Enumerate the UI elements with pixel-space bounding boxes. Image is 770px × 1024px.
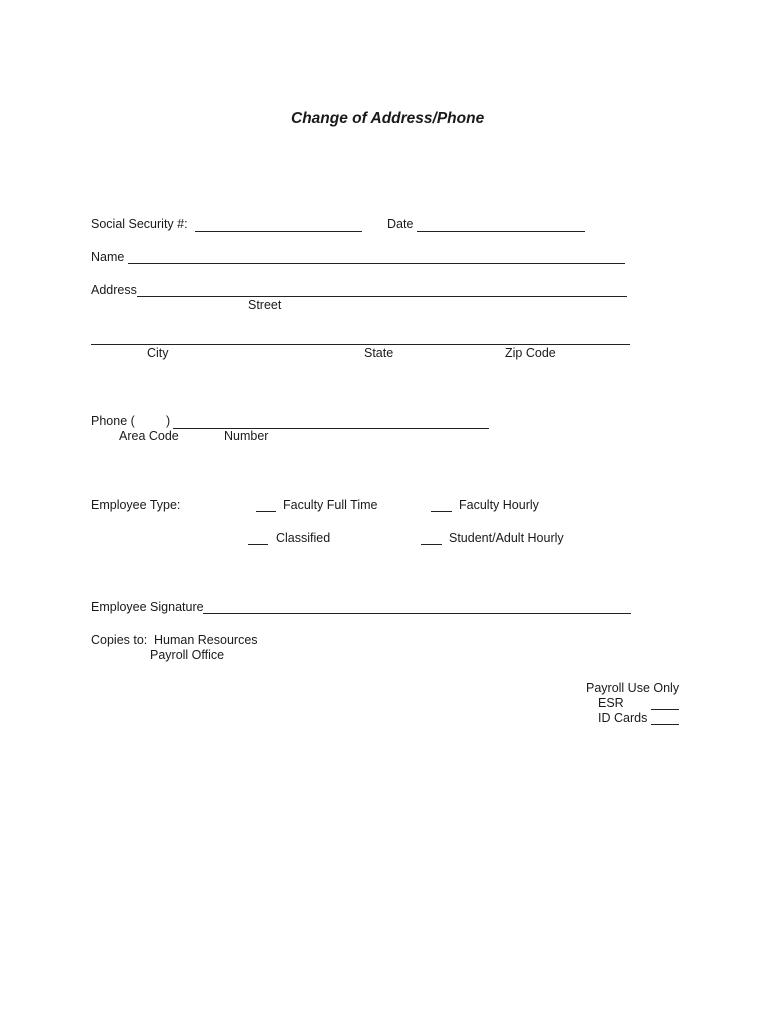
address-street-field[interactable] [137, 296, 627, 297]
id-cards-field[interactable] [651, 724, 679, 725]
ssn-label: Social Security #: [91, 217, 188, 231]
employee-signature-field[interactable] [203, 613, 631, 614]
faculty-hourly-checkbox[interactable] [431, 511, 452, 512]
employee-signature-label: Employee Signature [91, 600, 204, 614]
faculty-hourly-label: Faculty Hourly [459, 498, 539, 512]
esr-field[interactable] [651, 709, 679, 710]
student-adult-hourly-label: Student/Adult Hourly [449, 531, 564, 545]
address-city-state-zip-field[interactable] [91, 344, 630, 345]
esr-label: ESR [598, 696, 624, 710]
number-caption: Number [224, 429, 269, 443]
date-field[interactable] [417, 231, 585, 232]
address-label: Address [91, 283, 137, 297]
page-title: Change of Address/Phone [291, 110, 485, 127]
street-caption: Street [248, 298, 282, 312]
classified-label: Classified [276, 531, 331, 545]
faculty-full-time-checkbox[interactable] [256, 511, 276, 512]
name-field[interactable] [128, 263, 625, 264]
ssn-field[interactable] [195, 231, 362, 232]
copies-to-human-resources: Human Resources [154, 633, 258, 647]
zip-code-caption: Zip Code [505, 346, 556, 360]
date-label: Date [387, 217, 414, 231]
student-adult-hourly-checkbox[interactable] [421, 544, 442, 545]
id-cards-label: ID Cards [598, 711, 648, 725]
copies-to-label: Copies to: [91, 633, 148, 647]
phone-number-field[interactable] [173, 428, 489, 429]
city-caption: City [147, 346, 169, 360]
employee-type-label: Employee Type: [91, 498, 181, 512]
name-label: Name [91, 250, 125, 264]
classified-checkbox[interactable] [248, 544, 268, 545]
phone-label: Phone ( [91, 414, 135, 428]
state-caption: State [364, 346, 394, 360]
area-code-caption: Area Code [119, 429, 179, 443]
phone-paren-close: ) [166, 414, 171, 428]
payroll-use-only-heading: Payroll Use Only [586, 681, 680, 695]
faculty-full-time-label: Faculty Full Time [283, 498, 378, 512]
copies-to-payroll-office: Payroll Office [150, 648, 225, 662]
